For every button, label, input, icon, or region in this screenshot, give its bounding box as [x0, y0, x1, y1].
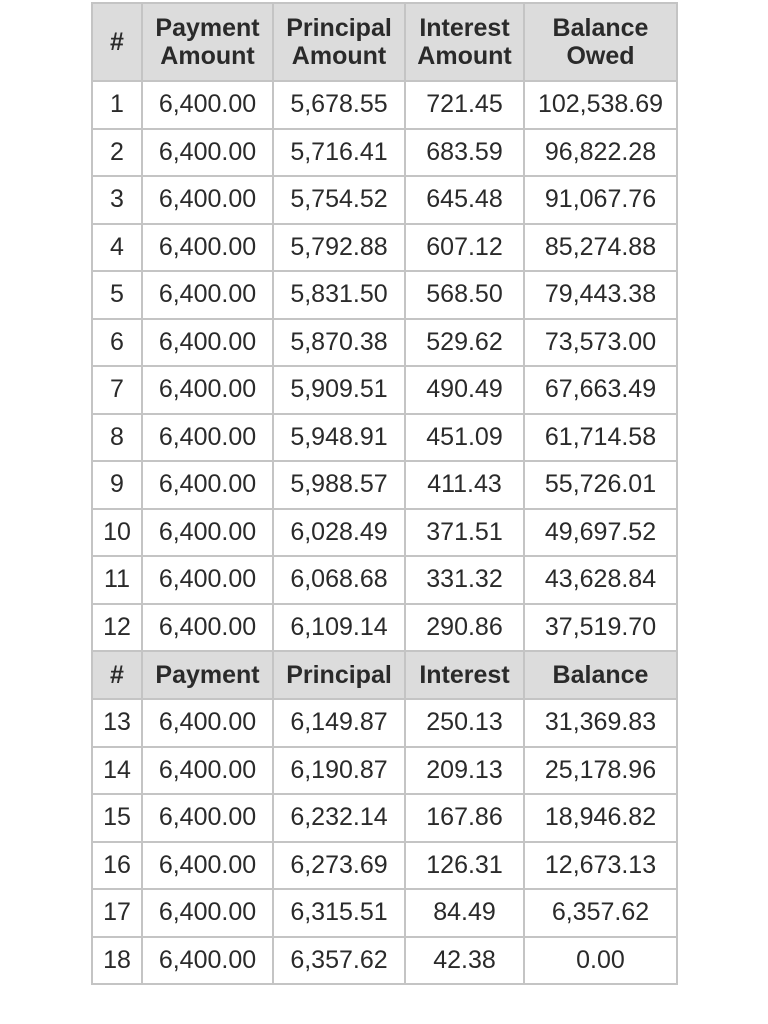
table-row: [92, 889, 677, 937]
cell-number: 15: [92, 794, 142, 842]
cell-payment: 6,400.00: [142, 842, 273, 890]
table-row: [92, 129, 677, 177]
cell-payment: 6,400.00: [142, 461, 273, 509]
mid-header-payment: Payment: [142, 651, 273, 699]
amortization-table: [91, 2, 678, 985]
cell-payment: 6,400.00: [142, 81, 273, 129]
cell-interest: 645.48: [405, 176, 524, 224]
amortization-schedule: [91, 2, 678, 985]
cell-number: 4: [92, 224, 142, 272]
cell-balance: 49,697.52: [524, 509, 677, 557]
cell-balance: 31,369.83: [524, 699, 677, 747]
cell-balance: 37,519.70: [524, 604, 677, 652]
cell-balance: 61,714.58: [524, 414, 677, 462]
cell-payment: 6,400.00: [142, 604, 273, 652]
cell-number: 7: [92, 366, 142, 414]
mid-header-interest: Interest: [405, 651, 524, 699]
table-row: [92, 81, 677, 129]
cell-number: 13: [92, 699, 142, 747]
cell-balance: 25,178.96: [524, 747, 677, 795]
cell-balance: 0.00: [524, 937, 677, 985]
cell-interest: 490.49: [405, 366, 524, 414]
cell-principal: 6,068.68: [273, 556, 405, 604]
table-body-first: [92, 81, 677, 651]
cell-number: 5: [92, 271, 142, 319]
cell-principal: 6,028.49: [273, 509, 405, 557]
cell-principal: 5,831.50: [273, 271, 405, 319]
cell-number: 18: [92, 937, 142, 985]
cell-number: 14: [92, 747, 142, 795]
cell-balance: 18,946.82: [524, 794, 677, 842]
cell-balance: 67,663.49: [524, 366, 677, 414]
cell-principal: 6,357.62: [273, 937, 405, 985]
cell-balance: 43,628.84: [524, 556, 677, 604]
cell-payment: 6,400.00: [142, 319, 273, 367]
cell-number: 12: [92, 604, 142, 652]
table-row: [92, 556, 677, 604]
cell-interest: 529.62: [405, 319, 524, 367]
cell-principal: 5,909.51: [273, 366, 405, 414]
header-payment-amount: Payment Amount: [142, 3, 273, 81]
cell-balance: 91,067.76: [524, 176, 677, 224]
cell-number: 8: [92, 414, 142, 462]
cell-principal: 6,315.51: [273, 889, 405, 937]
cell-principal: 5,792.88: [273, 224, 405, 272]
cell-balance: 96,822.28: [524, 129, 677, 177]
cell-number: 6: [92, 319, 142, 367]
cell-number: 9: [92, 461, 142, 509]
table-row: [92, 509, 677, 557]
cell-interest: 331.32: [405, 556, 524, 604]
cell-payment: 6,400.00: [142, 414, 273, 462]
cell-interest: 84.49: [405, 889, 524, 937]
mid-header-row: [92, 651, 677, 699]
mid-header-number: #: [92, 651, 142, 699]
cell-payment: 6,400.00: [142, 271, 273, 319]
cell-principal: 5,716.41: [273, 129, 405, 177]
cell-interest: 568.50: [405, 271, 524, 319]
cell-interest: 126.31: [405, 842, 524, 890]
cell-interest: 371.51: [405, 509, 524, 557]
cell-interest: 411.43: [405, 461, 524, 509]
cell-payment: 6,400.00: [142, 699, 273, 747]
table-row: [92, 461, 677, 509]
cell-payment: 6,400.00: [142, 366, 273, 414]
cell-number: 3: [92, 176, 142, 224]
cell-interest: 451.09: [405, 414, 524, 462]
cell-principal: 5,870.38: [273, 319, 405, 367]
cell-payment: 6,400.00: [142, 224, 273, 272]
cell-balance: 55,726.01: [524, 461, 677, 509]
mid-header-balance: Balance: [524, 651, 677, 699]
header-number: #: [92, 3, 142, 81]
cell-payment: 6,400.00: [142, 889, 273, 937]
cell-principal: 6,190.87: [273, 747, 405, 795]
table-row: [92, 319, 677, 367]
cell-principal: 5,948.91: [273, 414, 405, 462]
cell-interest: 721.45: [405, 81, 524, 129]
header-principal-amount: Principal Amount: [273, 3, 405, 81]
cell-interest: 683.59: [405, 129, 524, 177]
cell-payment: 6,400.00: [142, 509, 273, 557]
table-row: [92, 937, 677, 985]
cell-balance: 85,274.88: [524, 224, 677, 272]
table-row: [92, 699, 677, 747]
cell-principal: 5,678.55: [273, 81, 405, 129]
cell-balance: 6,357.62: [524, 889, 677, 937]
table-row: [92, 794, 677, 842]
cell-principal: 6,109.14: [273, 604, 405, 652]
cell-balance: 79,443.38: [524, 271, 677, 319]
table-row: [92, 176, 677, 224]
table-row: [92, 366, 677, 414]
cell-interest: 290.86: [405, 604, 524, 652]
cell-number: 10: [92, 509, 142, 557]
cell-payment: 6,400.00: [142, 129, 273, 177]
cell-interest: 250.13: [405, 699, 524, 747]
cell-number: 1: [92, 81, 142, 129]
cell-number: 2: [92, 129, 142, 177]
cell-principal: 5,988.57: [273, 461, 405, 509]
cell-interest: 607.12: [405, 224, 524, 272]
cell-payment: 6,400.00: [142, 794, 273, 842]
cell-balance: 12,673.13: [524, 842, 677, 890]
header-row: [92, 3, 677, 81]
cell-interest: 167.86: [405, 794, 524, 842]
cell-number: 17: [92, 889, 142, 937]
cell-principal: 6,232.14: [273, 794, 405, 842]
cell-principal: 6,273.69: [273, 842, 405, 890]
header-balance-owed: Balance Owed: [524, 3, 677, 81]
cell-payment: 6,400.00: [142, 556, 273, 604]
cell-principal: 6,149.87: [273, 699, 405, 747]
table-body-second: [92, 699, 677, 984]
cell-payment: 6,400.00: [142, 176, 273, 224]
cell-payment: 6,400.00: [142, 937, 273, 985]
cell-number: 11: [92, 556, 142, 604]
cell-number: 16: [92, 842, 142, 890]
cell-interest: 42.38: [405, 937, 524, 985]
cell-balance: 102,538.69: [524, 81, 677, 129]
cell-balance: 73,573.00: [524, 319, 677, 367]
table-header: [92, 3, 677, 81]
table-row: [92, 414, 677, 462]
table-row: [92, 842, 677, 890]
header-interest-amount: Interest Amount: [405, 3, 524, 81]
mid-header-group: [92, 651, 677, 699]
cell-payment: 6,400.00: [142, 747, 273, 795]
table-row: [92, 271, 677, 319]
table-row: [92, 224, 677, 272]
table-row: [92, 604, 677, 652]
table-row: [92, 747, 677, 795]
mid-header-principal: Principal: [273, 651, 405, 699]
cell-interest: 209.13: [405, 747, 524, 795]
cell-principal: 5,754.52: [273, 176, 405, 224]
